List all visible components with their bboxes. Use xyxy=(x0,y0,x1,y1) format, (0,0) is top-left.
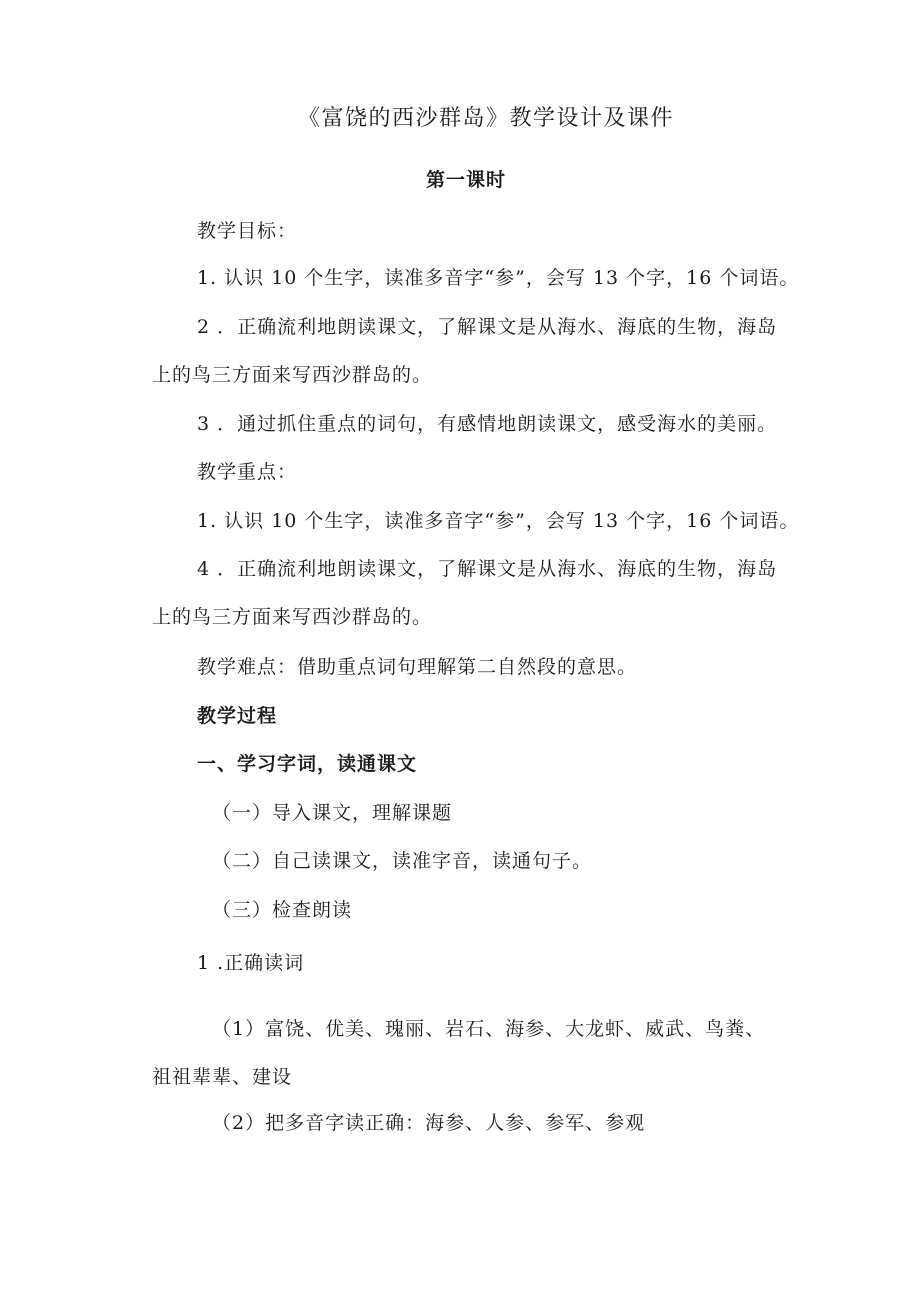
keypoints-heading: 教学重点： xyxy=(197,461,298,483)
words-list-1-continued: 祖祖辈辈、建设 xyxy=(152,1066,293,1088)
objective-1: 1. 认识 10 个生字，读准多音字“参”，会写 13 个字，16 个词语。 xyxy=(197,267,800,289)
objective-2: 2 ．正确流利地朗读课文，了解课文是从海水、海底的生物，海岛 xyxy=(197,316,778,338)
objectives-heading: 教学目标： xyxy=(197,220,298,242)
objective-2-continued: 上的鸟三方面来写西沙群岛的。 xyxy=(152,364,433,386)
step-1: 1 .正确读词 xyxy=(197,952,305,974)
sub-item-2: （二）自己读课文，读准字音，读通句子。 xyxy=(212,850,593,872)
difficulty: 教学难点：借助重点词句理解第二自然段的意思。 xyxy=(197,656,638,678)
objective-3: 3 ．通过抓住重点的词句，有感情地朗读课文，感受海水的美丽。 xyxy=(197,413,778,435)
keypoint-2-continued: 上的鸟三方面来写西沙群岛的。 xyxy=(152,606,433,628)
sub-item-1: （一）导入课文，理解课题 xyxy=(212,802,453,824)
keypoint-2: 4 ．正确流利地朗读课文，了解课文是从海水、海底的生物，海岛 xyxy=(197,558,778,580)
words-list-1: （1）富饶、优美、瑰丽、岩石、海参、大龙虾、威武、鸟粪、 xyxy=(212,1018,766,1040)
lesson-heading: 第一课时 xyxy=(426,169,507,191)
section-1-heading: 一、学习字词，读通课文 xyxy=(197,753,418,775)
document-title: 《富饶的西沙群岛》教学设计及课件 xyxy=(298,106,675,131)
process-heading: 教学过程 xyxy=(197,705,278,727)
words-list-2: （2）把多音字读正确：海参、人参、参军、参观 xyxy=(212,1112,646,1134)
sub-item-3: （三）检查朗读 xyxy=(212,899,353,921)
keypoint-1: 1. 认识 10 个生字，读准多音字“参”，会写 13 个字，16 个词语。 xyxy=(197,510,800,532)
